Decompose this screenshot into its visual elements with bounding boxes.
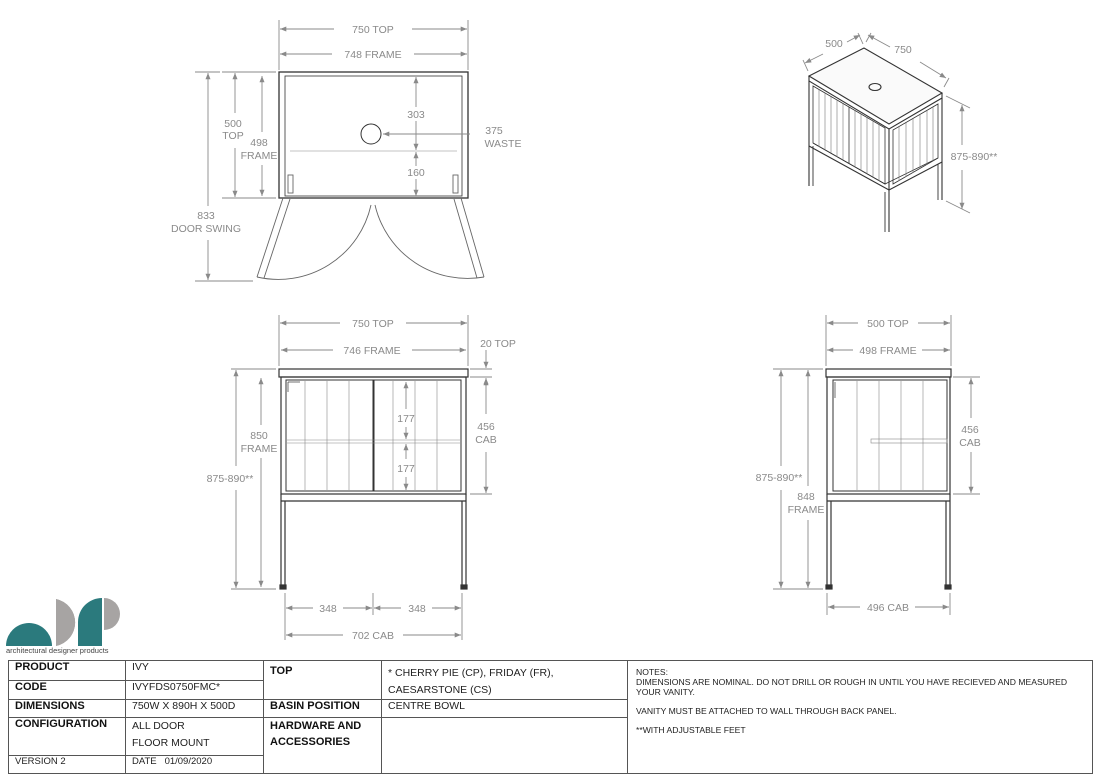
top-label: TOP: [264, 661, 382, 700]
configuration-value: [126, 718, 264, 756]
dimensions-value: 750W X 890H X 500D: [126, 700, 264, 718]
top-value-line-1: * CHERRY PIE (CP), FRIDAY (FR),: [388, 667, 554, 679]
side-cab-height-label: CAB: [959, 437, 981, 449]
front-cab-width: 702 CAB: [351, 630, 395, 642]
front-cab-height-value: 456: [477, 421, 495, 433]
front-cab-height-label: CAB: [475, 434, 497, 446]
front-frame-width: 746 FRAME: [343, 345, 401, 357]
iso-height: 875-890**: [950, 151, 998, 163]
plan-frame-width: 748 FRAME: [344, 49, 402, 61]
side-frame-depth: 498 FRAME: [859, 345, 917, 357]
side-frame-height-label: FRAME: [787, 504, 825, 516]
front-door-right: 348: [408, 603, 426, 615]
date-label: DATE: [132, 756, 157, 767]
note-1: DIMENSIONS ARE NOMINAL. DO NOT DRILL OR ROUGH IN UNTIL YOU HAVE RECIEVED AND MEASURED YOUR VANITY.: [636, 677, 1068, 697]
door-swing-arcs: [257, 175, 484, 279]
plan-waste-offset-label: WASTE: [484, 138, 522, 150]
front-frame-height-value: 850: [250, 430, 268, 442]
iso-vanity-body: [809, 48, 942, 232]
brand-caption: architectural designer products: [6, 646, 109, 655]
front-door-left: 348: [319, 603, 337, 615]
plan-waste-back: 160: [407, 167, 425, 179]
top-value: [382, 661, 628, 700]
side-cab-height-value: 456: [961, 424, 979, 436]
front-top-width: 750 TOP: [352, 318, 394, 330]
configuration-line-2: FLOOR MOUNT: [132, 737, 210, 749]
front-top-thickness: 20 TOP: [480, 338, 516, 350]
plan-top-depth-label: TOP: [222, 130, 244, 142]
product-value: IVY: [126, 661, 264, 681]
date-value: 01/09/2020: [164, 756, 213, 767]
brand-logo: [6, 598, 120, 646]
hardware-label-line-1: HARDWARE AND: [270, 720, 362, 732]
front-drawer-upper: 177: [397, 413, 415, 425]
plan-frame-depth-label: FRAME: [240, 150, 278, 162]
configuration-line-1: ALL DOOR: [132, 720, 185, 732]
product-label: PRODUCT: [9, 661, 126, 681]
iso-view: [803, 33, 997, 232]
top-value-line-2: CAESARSTONE (CS): [388, 684, 492, 696]
side-grooves: [857, 381, 947, 490]
notes-title: NOTES:: [636, 667, 668, 677]
hardware-label: [264, 718, 382, 774]
plan-door-swing-value: 833: [197, 210, 215, 222]
plan-top-width: 750 TOP: [352, 24, 394, 36]
note-3: **WITH ADJUSTABLE FEET: [636, 725, 746, 735]
plan-door-swing-label: DOOR SWING: [171, 223, 241, 235]
basin-label: BASIN POSITION: [264, 700, 382, 718]
waste-hole: [361, 124, 381, 144]
front-frame-height-label: FRAME: [240, 443, 278, 455]
plan-frame-depth-value: 498: [250, 137, 268, 149]
hardware-label-line-2: ACCESSORIES: [270, 736, 351, 748]
plan-waste-offset-value: 375: [485, 125, 503, 137]
side-cab-depth: 496 CAB: [866, 602, 910, 614]
plan-waste-front: 303: [407, 109, 425, 121]
basin-value: CENTRE BOWL: [382, 700, 628, 718]
side-vanity-body: [826, 369, 951, 589]
configuration-label: CONFIGURATION: [9, 718, 126, 756]
date-cell: [126, 756, 264, 774]
plan-top-depth-value: 500: [224, 118, 242, 130]
side-overall-height: 875-890**: [755, 472, 803, 484]
front-vanity-body: [279, 369, 468, 589]
side-top-depth: 500 TOP: [867, 318, 909, 330]
hardware-value: [382, 718, 628, 774]
front-drawer-lower: 177: [397, 463, 415, 475]
title-block: [8, 660, 1093, 774]
iso-width: 750: [894, 44, 912, 56]
code-label: CODE: [9, 680, 126, 700]
plan-view: [171, 20, 521, 281]
front-overall-height: 875-890**: [206, 473, 254, 485]
front-view: [207, 315, 516, 642]
plan-top-outline: [279, 72, 468, 198]
side-view: [756, 315, 981, 615]
code-value: IVYFDS0750FMC*: [126, 680, 264, 700]
notes-panel: [628, 661, 1093, 774]
dimensions-label: DIMENSIONS: [9, 700, 126, 718]
version: VERSION 2: [9, 756, 126, 774]
side-frame-height-value: 848: [797, 491, 815, 503]
note-2: VANITY MUST BE ATTACHED TO WALL THROUGH BACK PANEL.: [636, 706, 897, 716]
iso-depth: 500: [825, 38, 843, 50]
